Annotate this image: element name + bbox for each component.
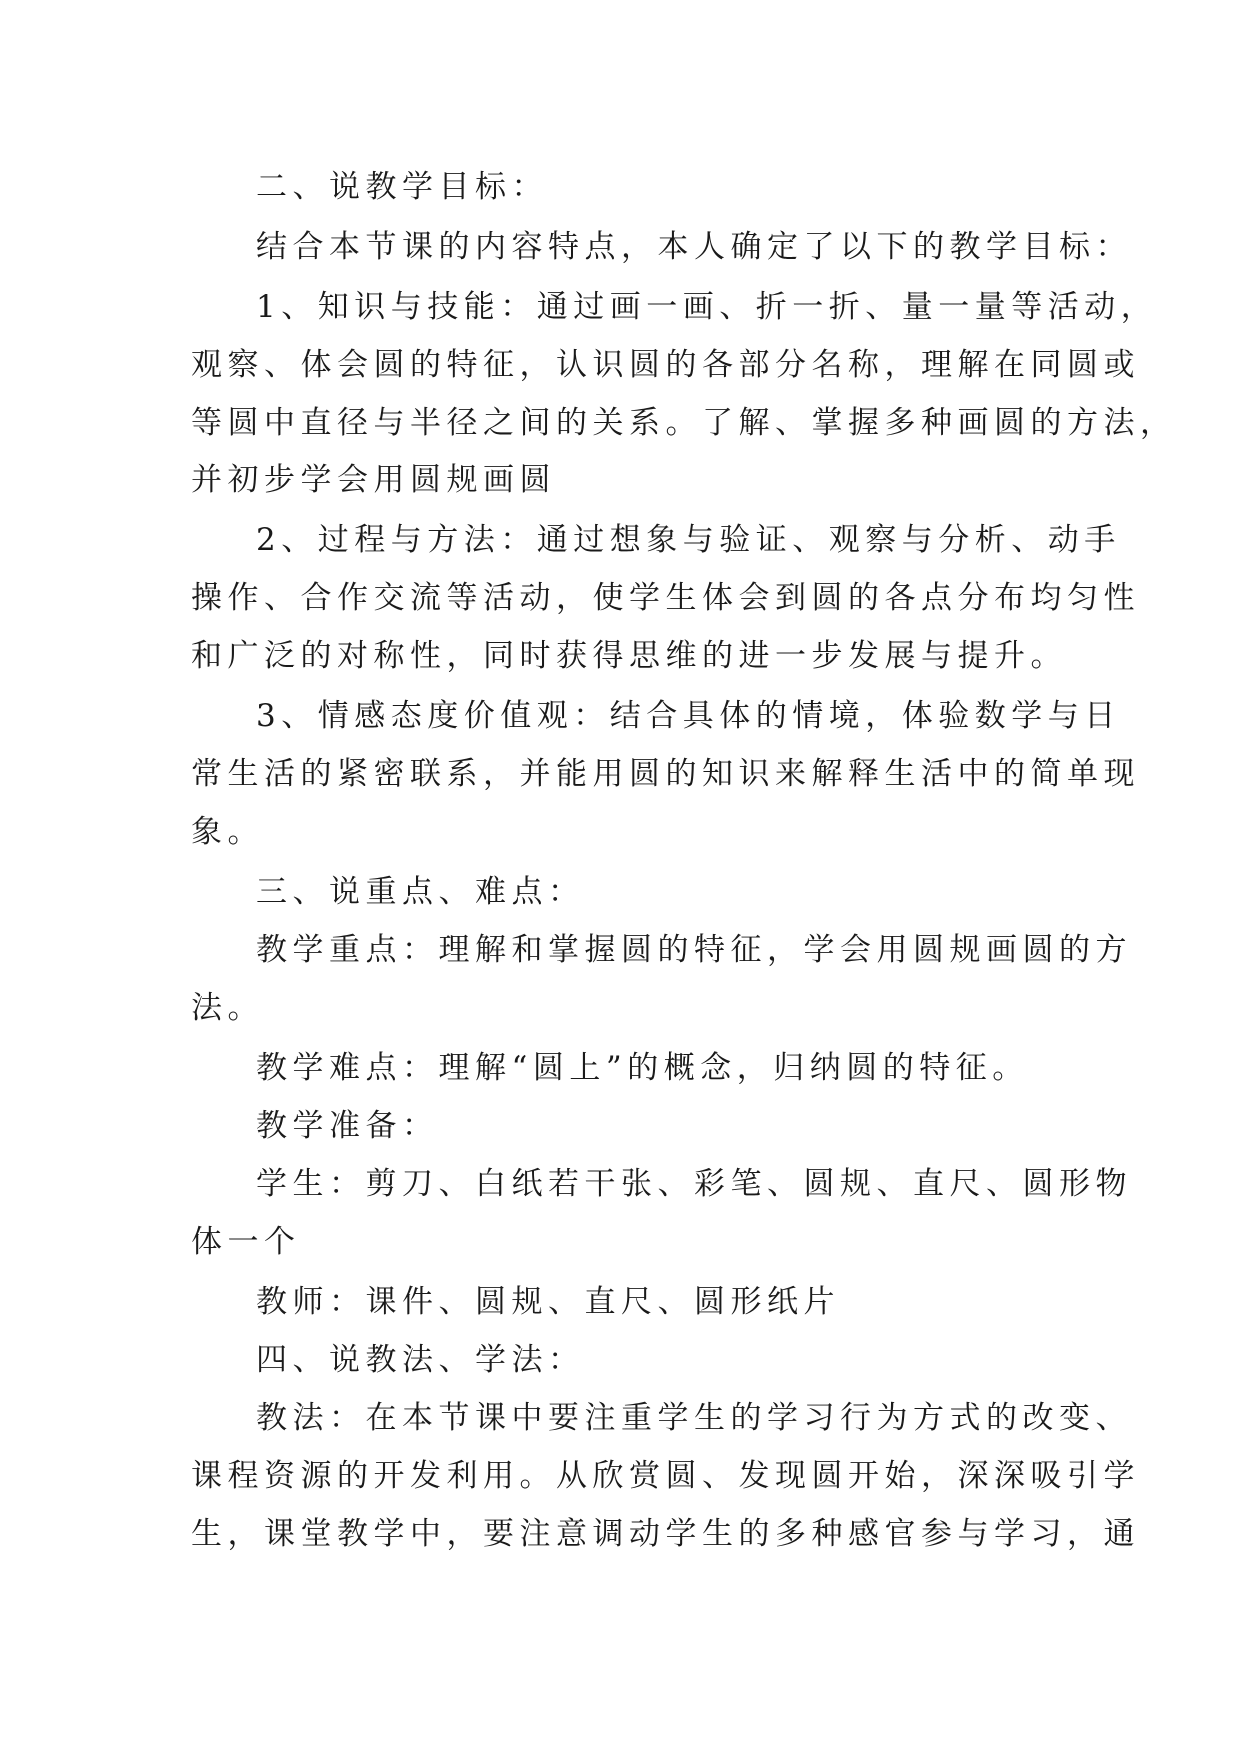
paragraph-line: 体一个 <box>191 1224 301 1260</box>
paragraph-line: 1、知识与技能：通过画一画、折一折、量一量等活动， <box>256 289 1158 325</box>
paragraph-line: 教学难点：理解“圆上”的概念，归纳圆的特征。 <box>256 1050 1029 1086</box>
paragraph-line: 教师：课件、圆规、直尺、圆形纸片 <box>256 1284 840 1320</box>
paragraph-line: 法。 <box>191 990 264 1026</box>
paragraph-line: 生，课堂教学中，要注意调动学生的多种感官参与学习，通 <box>191 1516 1140 1552</box>
paragraph-line: 教法：在本节课中要注重学生的学习行为方式的改变、 <box>256 1400 1132 1436</box>
paragraph-line: 教学重点：理解和掌握圆的特征，学会用圆规画圆的方 <box>256 932 1132 968</box>
heading-methods: 四、说教法、学法： <box>256 1342 585 1378</box>
heading-teaching-goals: 二、说教学目标： <box>256 169 548 205</box>
paragraph-line: 操作、合作交流等活动，使学生体会到圆的各点分布均匀性 <box>191 580 1140 616</box>
paragraph-line: 结合本节课的内容特点，本人确定了以下的教学目标： <box>256 229 1132 265</box>
paragraph-line: 和广泛的对称性，同时获得思维的进一步发展与提升。 <box>191 638 1067 674</box>
paragraph-line: 3、情感态度价值观：结合具体的情境，体验数学与日 <box>256 698 1121 734</box>
paragraph-line: 课程资源的开发利用。从欣赏圆、发现圆开始，深深吸引学 <box>191 1458 1140 1494</box>
paragraph-line: 常生活的紧密联系，并能用圆的知识来解释生活中的简单现 <box>191 756 1140 792</box>
paragraph-line: 观察、体会圆的特征，认识圆的各部分名称，理解在同圆或 <box>191 347 1140 383</box>
paragraph-line: 并初步学会用圆规画圆 <box>191 462 556 498</box>
heading-key-points: 三、说重点、难点： <box>256 874 585 910</box>
paragraph-line: 象。 <box>191 814 264 850</box>
paragraph-line: 学生：剪刀、白纸若干张、彩笔、圆规、直尺、圆形物 <box>256 1166 1132 1202</box>
paragraph-line: 2、过程与方法：通过想象与验证、观察与分析、动手 <box>256 522 1121 558</box>
heading-preparation: 教学准备： <box>256 1108 439 1144</box>
paragraph-line: 等圆中直径与半径之间的关系。了解、掌握多种画圆的方法， <box>191 405 1177 441</box>
